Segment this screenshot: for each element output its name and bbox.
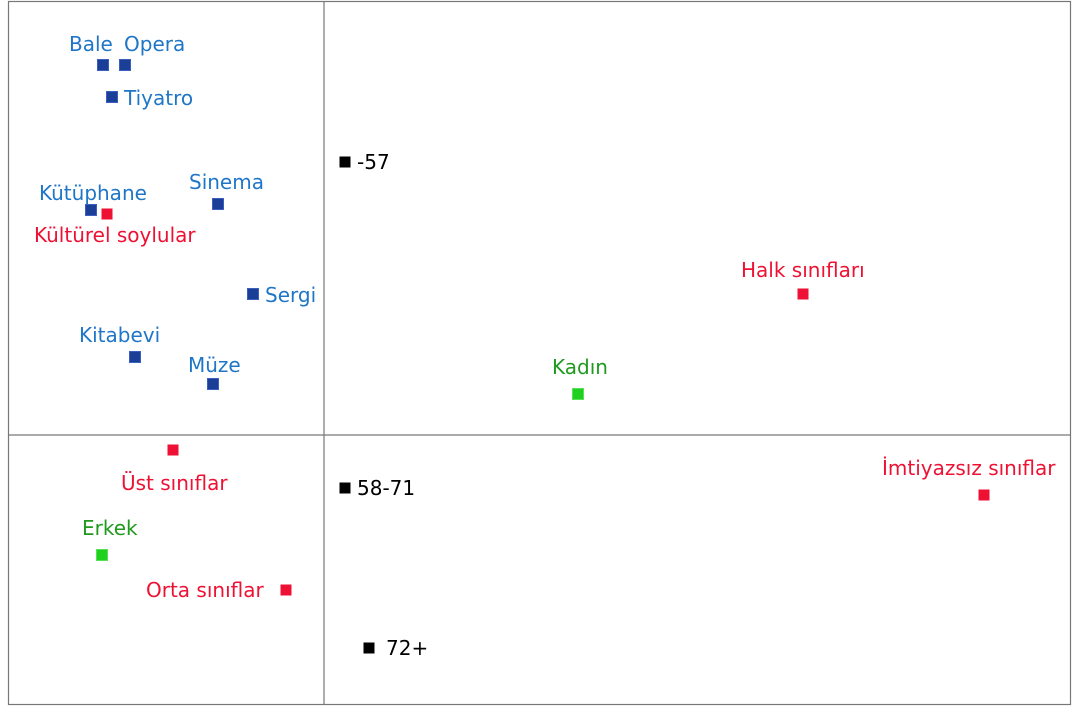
point-marker-bale <box>98 60 109 71</box>
point-marker-ust-siniflar <box>168 445 179 456</box>
point-marker-i-mtiyazsiz-siniflar <box>979 490 990 501</box>
point-label-tiyatro: Tiyatro <box>124 86 194 110</box>
point-marker-muze <box>208 379 219 390</box>
point-marker-halk-siniflari <box>798 289 809 300</box>
point-label-sergi: Sergi <box>265 283 317 307</box>
point-marker-erkek <box>97 550 108 561</box>
point-label-muze: Müze <box>188 353 241 377</box>
point-marker-57 <box>340 157 351 168</box>
point-marker-72 <box>364 643 375 654</box>
point-marker-tiyatro <box>107 92 118 103</box>
point-label-bale: Bale <box>69 32 113 56</box>
point-marker-orta-siniflar <box>281 585 292 596</box>
point-marker-kadin <box>573 389 584 400</box>
point-label-opera: Opera <box>124 32 186 56</box>
point-marker-opera <box>120 60 131 71</box>
point-label-58-71: 58-71 <box>357 476 416 500</box>
point-label-orta-siniflar: Orta sınıflar <box>146 578 264 602</box>
point-marker-sergi <box>248 289 259 300</box>
point-label-halk-siniflari: Halk sınıfları <box>741 258 865 282</box>
point-label-kulturel-soylular: Kültürel soylular <box>34 223 196 247</box>
point-label-57: -57 <box>357 150 390 174</box>
point-marker-kitabevi <box>130 352 141 363</box>
point-label-kadin: Kadın <box>552 355 608 379</box>
point-label-sinema: Sinema <box>189 170 264 194</box>
point-marker-58-71 <box>340 483 351 494</box>
points-layer <box>34 32 1056 660</box>
point-marker-sinema <box>213 199 224 210</box>
point-marker-kutuphane <box>86 205 97 216</box>
point-label-i-mtiyazsiz-siniflar: İmtiyazsız sınıflar <box>882 456 1056 480</box>
point-label-72: 72+ <box>386 636 429 660</box>
point-label-kutuphane: Kütüphane <box>39 181 147 205</box>
point-label-erkek: Erkek <box>82 516 138 540</box>
point-label-kitabevi: Kitabevi <box>79 323 161 347</box>
point-marker-kulturel-soylular <box>102 209 113 220</box>
point-label-ust-siniflar: Üst sınıflar <box>121 471 228 495</box>
